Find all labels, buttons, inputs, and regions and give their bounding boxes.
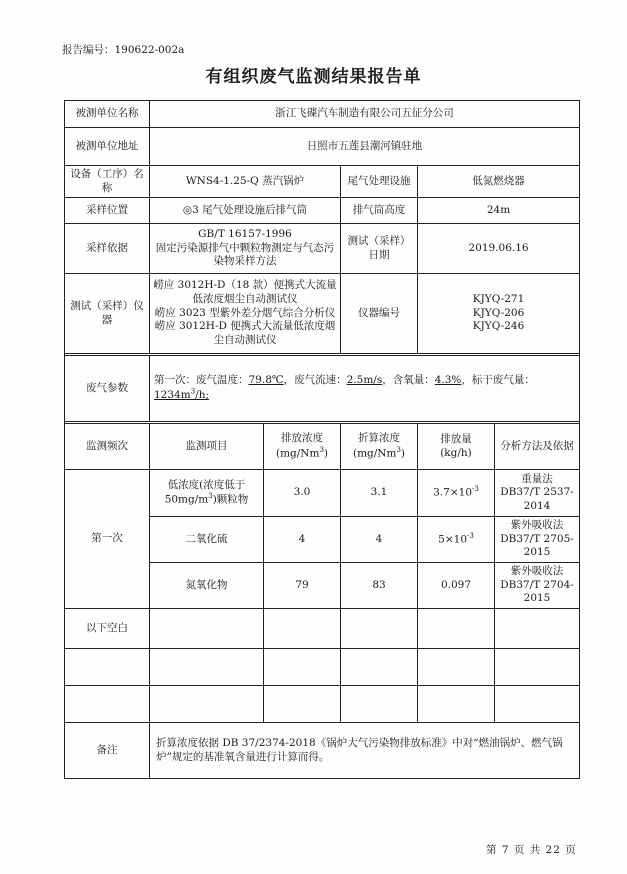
table-row (65, 649, 580, 686)
sampling-basis-value (150, 224, 341, 274)
gas-flow-prefix: ，废气流速： (283, 374, 347, 387)
table-row (65, 470, 580, 517)
method-cell: 重量法 DB37/T 2537-2014 (495, 470, 580, 517)
converted-conc-cell: 4 (341, 517, 418, 563)
emission-conc-cell: 4 (264, 517, 341, 563)
table-row (65, 686, 580, 723)
sampling-basis-label: 采样依据 (65, 224, 150, 274)
sampling-position-value: ◎3 尾气处理设施后排气筒 (150, 198, 341, 224)
gas-dry-prefix: ，标干废气量： (461, 374, 535, 387)
gas-params-prefix: 第一次：废气温度： (154, 374, 249, 387)
emission-rate-cell: 0.097 (418, 563, 495, 609)
instrument-label: 测试（采样）仪器 (65, 274, 150, 354)
emission-conc-cell: 79 (264, 563, 341, 609)
remarks-label: 备注 (65, 723, 150, 779)
emission-conc-cell: 3.0 (264, 470, 341, 517)
instrument-no-list (418, 274, 580, 354)
instrument-list (150, 274, 341, 354)
blank-marker: 以下空白 (65, 609, 150, 649)
instrument-no-label: 仪器编号 (341, 274, 418, 354)
emission-rate-cell: $3.7\times 10^{-3}$ (418, 470, 495, 517)
emission-conc-header: 排放浓度 (mg/Nm$^3$) (264, 424, 341, 470)
freq-header: 监测频次 (65, 424, 150, 470)
gas-params-label: 废气参数 (65, 356, 150, 422)
equipment-value: WNS4-1.25-Q 蒸汽锅炉 (150, 166, 341, 198)
treatment-value: 低氮燃烧器 (418, 166, 580, 198)
method-cell: 紫外吸收法 DB37/T 2705-2015 (495, 517, 580, 563)
method-cell: 紫外吸收法 DB37/T 2704-2015 (495, 563, 580, 609)
instrument-no-2: KJYQ-206 (472, 306, 525, 319)
gas-flow: 2.5m/s (346, 374, 383, 387)
report-table (64, 100, 580, 779)
instrument-2: 崂应 3023 型紫外差分烟气综合分析仪 (154, 306, 336, 319)
sampling-date-value: 2019.06.16 (418, 224, 580, 274)
remarks-text: 折算浓度依据 DB 37/2374-2018《锅炉大气污染物排放标准》中对“燃油锅炉、燃气锅炉”规定的基准氧含量进行计算而得。 (150, 723, 580, 779)
instrument-no-1: KJYQ-271 (472, 293, 525, 306)
equipment-label: 设备（工序）名称 (65, 166, 150, 198)
unit-address-value: 日照市五莲县潮河镇驻地 (150, 128, 580, 166)
emission-rate-header: 排放量 (kg/h) (418, 424, 495, 470)
unit-address-label: 被测单位地址 (65, 128, 150, 166)
unit-name-label: 被测单位名称 (65, 101, 150, 128)
instrument-no-3: KJYQ-246 (472, 320, 525, 333)
sampling-position-label: 采样位置 (65, 198, 150, 224)
table-row (65, 609, 580, 649)
basis-description: 固定污染源排气中颗粒物测定与气态污染物采样方法 (155, 241, 335, 268)
report-number: 报告编号：190622-002a (62, 44, 185, 56)
gas-o2: 4.3% (434, 374, 462, 387)
basis-standard: GB/T 16157-1996 (198, 228, 292, 241)
emission-rate-cell: $5\times 10^{-3}$ (418, 517, 495, 563)
gas-temp: 79.8℃ (248, 374, 284, 387)
freq-value: 第一次 (65, 470, 150, 609)
item-cell: 低浓度(浓度低于 $50mg/m^3$)颗粒物 (150, 470, 264, 517)
converted-conc-cell: 3.1 (341, 470, 418, 517)
sampling-date-label: 测试（采样）日期 (341, 224, 418, 274)
stack-height-value: 24m (418, 198, 580, 224)
unit-name-value: 浙江飞碟汽车制造有限公司五征分公司 (150, 101, 580, 128)
page-number: 第 7 页 共 22 页 (486, 844, 577, 856)
instrument-1: 崂应 3012H-D（18 款）便携式大流量低浓度烟尘自动测试仪 (153, 279, 337, 306)
gas-dry-volume: $1234m^3/h$; (154, 387, 209, 402)
page-title: 有组织废气监测结果报告单 (205, 67, 422, 87)
method-header: 分析方法及依据 (495, 424, 580, 470)
item-header: 监测项目 (150, 424, 264, 470)
gas-o2-prefix: ，含氧量： (382, 374, 435, 387)
instrument-3: 崂应 3012H-D 便携式大流量低浓度烟尘自动测试仪 (154, 320, 336, 346)
treatment-label: 尾气处理设施 (341, 166, 418, 198)
converted-conc-cell: 83 (341, 563, 418, 609)
item-cell: 氮氧化物 (150, 563, 264, 609)
stack-height-label: 排气筒高度 (341, 198, 418, 224)
converted-conc-header: 折算浓度 (mg/Nm$^3$) (341, 424, 418, 470)
item-cell: 二氧化硫 (150, 517, 264, 563)
gas-params-value (150, 356, 580, 422)
